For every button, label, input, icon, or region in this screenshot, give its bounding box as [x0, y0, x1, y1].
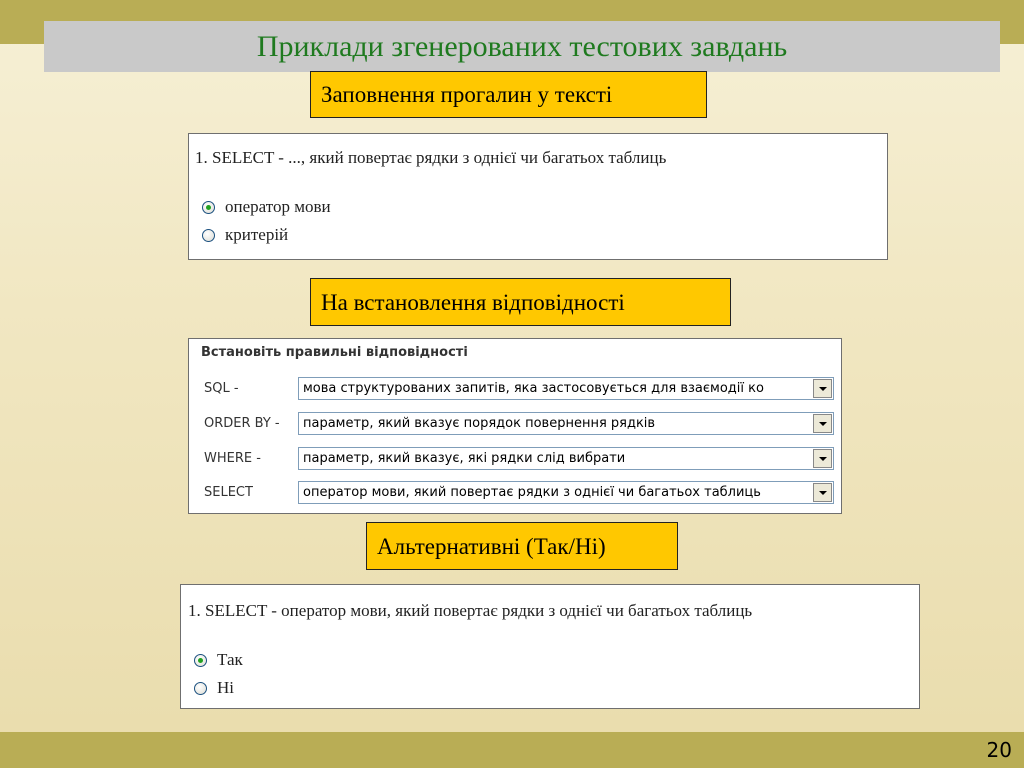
select-value: оператор мови, який повертає рядки з однієї чи багатьох таблиць: [303, 485, 761, 500]
option-criterion[interactable]: [202, 225, 288, 245]
option-operator[interactable]: [202, 197, 331, 217]
option-yes[interactable]: [194, 650, 243, 670]
section-label-yes-no: Альтернативні (Так/Ні): [366, 522, 678, 570]
radio-button-checked-icon[interactable]: [194, 654, 207, 667]
dropdown-arrow-icon[interactable]: [813, 483, 832, 502]
yes-no-panel: [180, 584, 920, 709]
question-text: 1. SELECT - ..., який повертає рядки з однієї чи багатьох таблиць: [195, 148, 667, 167]
dropdown-arrow-icon[interactable]: [813, 379, 832, 398]
fill-blanks-panel: [188, 133, 888, 260]
option-no[interactable]: [194, 678, 234, 698]
bottom-band: [0, 732, 1024, 768]
select-value: параметр, який вказує, які рядки слід вибрати: [303, 451, 626, 466]
match-term-order-by: ORDER BY -: [204, 416, 280, 431]
radio-button-icon[interactable]: [202, 229, 215, 242]
match-select-sql[interactable]: [298, 377, 834, 400]
match-select-select[interactable]: [298, 481, 834, 504]
matching-heading: Встановіть правильні відповідності: [201, 345, 468, 360]
option-label: оператор мови: [225, 197, 331, 216]
select-value: мова структурованих запитів, яка застосовується для взаємодії ко: [303, 381, 764, 396]
page-number: 20: [986, 738, 1012, 762]
option-label: Ні: [217, 678, 234, 697]
select-value: параметр, який вказує порядок повернення рядків: [303, 416, 656, 431]
question-text: 1. SELECT - оператор мови, який повертає рядки з однієї чи багатьох таблиць: [188, 601, 753, 620]
match-select-order-by[interactable]: [298, 412, 834, 435]
matching-panel: [188, 338, 842, 514]
match-term-select: SELECT: [204, 485, 253, 500]
option-label: критерій: [225, 225, 289, 244]
section-label-fill-blanks: Заповнення прогалин у тексті: [310, 71, 707, 118]
radio-button-checked-icon[interactable]: [202, 201, 215, 214]
match-term-sql: SQL -: [204, 381, 239, 396]
section-label-matching: На встановлення відповідності: [310, 278, 731, 326]
match-select-where[interactable]: [298, 447, 834, 470]
option-label: Так: [217, 650, 243, 669]
dropdown-arrow-icon[interactable]: [813, 449, 832, 468]
radio-button-icon[interactable]: [194, 682, 207, 695]
match-term-where: WHERE -: [204, 451, 261, 466]
dropdown-arrow-icon[interactable]: [813, 414, 832, 433]
slide-title: Приклади згенерованих тестових завдань: [44, 21, 1000, 72]
